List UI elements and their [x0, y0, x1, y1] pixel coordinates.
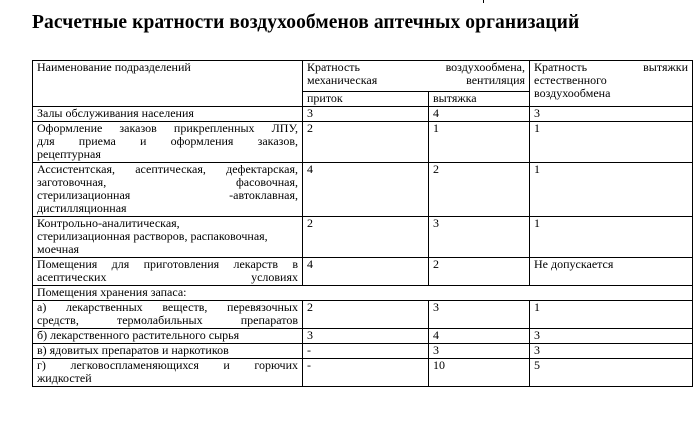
row-exhaust: 2 [429, 163, 530, 217]
header-mechanical-ventilation: Кратность воздухообмена, механическая вентиляция [303, 61, 530, 92]
table-row [33, 359, 693, 387]
row-exhaust: 3 [429, 301, 530, 329]
header-department: Наименование подразделений [33, 61, 303, 107]
row-name: Залы обслуживания населения [33, 107, 303, 122]
row-exhaust: 1 [429, 122, 530, 163]
row-inflow: - [303, 359, 429, 387]
header-exhaust: вытяжка [429, 92, 530, 107]
row-exhaust: 2 [429, 258, 530, 286]
row-inflow: 4 [303, 163, 429, 217]
table-row [33, 301, 693, 329]
row-inflow: 2 [303, 122, 429, 163]
table-row [33, 163, 693, 217]
row-exhaust: 4 [429, 329, 530, 344]
row-inflow: 2 [303, 301, 429, 329]
storage-section-title: Помещения хранения запаса: [33, 286, 693, 301]
row-inflow: 3 [303, 107, 429, 122]
row-name: Помещения для приготовления лекарств в асептических условиях [33, 258, 303, 286]
row-inflow: 4 [303, 258, 429, 286]
row-inflow: - [303, 344, 429, 359]
table-header-row [33, 61, 693, 92]
row-natural: 1 [530, 122, 693, 163]
row-name: а) лекарственных веществ, перевязочных средств, термолабильных препаратов [33, 301, 303, 329]
row-natural: 3 [530, 107, 693, 122]
header-inflow: приток [303, 92, 429, 107]
row-natural: 3 [530, 329, 693, 344]
row-inflow: 2 [303, 217, 429, 258]
row-natural: Не допускается [530, 258, 693, 286]
row-name: Ассистентская, асептическая, дефектарская, заготовочная, фасовочная, стерилизационная -автоклавная, дистилляционная [33, 163, 303, 217]
row-name: в) ядовитых препаратов и наркотиков [33, 344, 303, 359]
row-name: Контрольно-аналитическая, стерилизационная растворов, распаковочная, моечная [33, 217, 303, 258]
row-name: б) лекарственного растительного сырья [33, 329, 303, 344]
row-exhaust: 4 [429, 107, 530, 122]
row-exhaust: 3 [429, 344, 530, 359]
row-natural: 5 [530, 359, 693, 387]
table-row [33, 107, 693, 122]
page-edge-mark [483, 0, 484, 3]
page-title: Расчетные кратности воздухообменов аптечных организаций [32, 12, 580, 33]
row-natural: 1 [530, 217, 693, 258]
air-exchange-table [32, 60, 693, 387]
table-row [33, 258, 693, 286]
storage-section-row [33, 286, 693, 301]
row-name: г) легковоспламеняющихся и горючих жидкостей [33, 359, 303, 387]
row-exhaust: 10 [429, 359, 530, 387]
row-name: Оформление заказов прикрепленных ЛПУ, для приема и оформления заказов, рецептурная [33, 122, 303, 163]
row-exhaust: 3 [429, 217, 530, 258]
row-natural: 3 [530, 344, 693, 359]
table-row [33, 329, 693, 344]
row-inflow: 3 [303, 329, 429, 344]
table-row [33, 344, 693, 359]
row-natural: 1 [530, 163, 693, 217]
row-natural: 1 [530, 301, 693, 329]
header-natural-exchange: Кратность вытяжки естественного воздухообмена [530, 61, 693, 107]
table-row [33, 122, 693, 163]
table-row [33, 217, 693, 258]
